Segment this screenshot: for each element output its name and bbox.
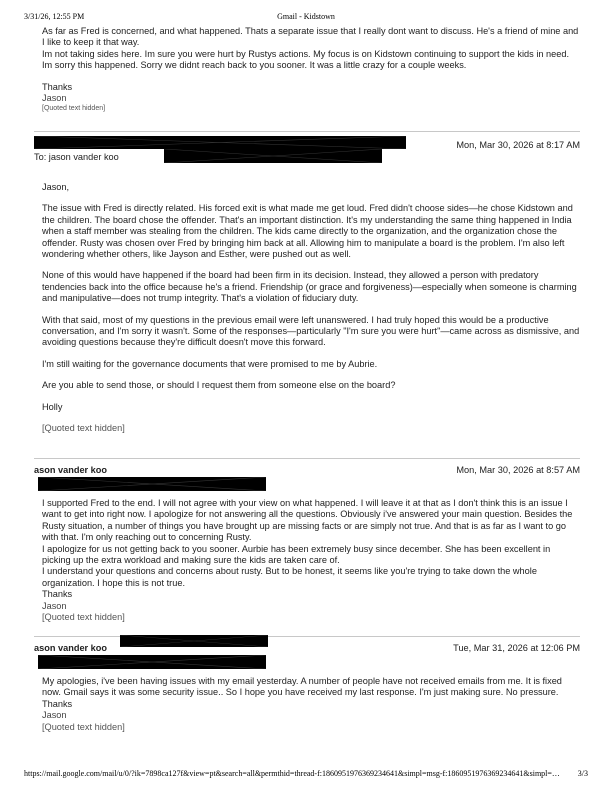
print-header (0, 12, 612, 24)
message-date: Tue, Mar 31, 2026 at 12:06 PM (453, 643, 580, 653)
top-message (42, 26, 580, 114)
print-footer (0, 769, 612, 781)
quoted-text-hidden[interactable]: [Quoted text hidden] (42, 105, 106, 113)
message-paragraph: None of this would have happened if the board had been firm in its decision. Instead, they allowed a person with predatory tendencies back into the office because he's a friend. Friendship (or grace and forgiveness)—especially when someone is charming and manipulative—does not trump integrity. That's a violation of fiduciary duty. (42, 270, 577, 304)
quoted-text-hidden[interactable]: [Quoted text hidden] (42, 721, 125, 732)
quoted-text-hidden[interactable]: [Quoted text hidden] (42, 423, 125, 434)
print-url[interactable]: https://mail.google.com/mail/u/0/?ik=7898ca127f&view=pt&search=all&permthid=thread-f:1860951976369234641&simpl=msg-f:1860951976369234641&simpl=… (24, 769, 560, 778)
message-body (42, 676, 580, 733)
redaction-bar (120, 635, 268, 647)
message-body (42, 498, 580, 623)
message-header (34, 636, 580, 671)
thanks-text: Thanks (42, 698, 73, 709)
message-line: My apologies, i've been having issues with my email yesterday. A number of people have not received emails from me. It is fixed now. Gmail says it was some security issue.. So I hope you have received my last response. I'm just making sure. No pressure. (42, 676, 562, 698)
message-date: Mon, Mar 30, 2026 at 8:17 AM (456, 140, 580, 150)
recipient-label: To: jason vander koo (34, 152, 119, 162)
redaction-bar (38, 477, 266, 491)
greeting: Jason, (42, 182, 70, 192)
signature: Holly (42, 401, 63, 412)
message-header (34, 458, 580, 493)
signature: Jason (42, 710, 67, 721)
message-paragraph: I'm still waiting for the governance documents that were promised to me by Aubrie. (42, 358, 378, 369)
quoted-text-hidden[interactable]: [Quoted text hidden] (42, 612, 125, 623)
message-body (42, 182, 580, 445)
message-line: I understand your questions and concerns about rusty. But to be honest, it seems like you're trying to take down the whole organization. I hope this is not true. (42, 566, 537, 588)
signature: Jason (42, 93, 67, 104)
message-paragraph: Are you able to send those, or should I request them from someone else on the board? (42, 380, 396, 391)
print-datetime: 3/31/26, 12:55 PM (24, 12, 85, 21)
redaction-bar (38, 655, 266, 669)
sender-name: ason vander koo (34, 465, 108, 475)
signature: Jason (42, 600, 67, 611)
message-line: I supported Fred to the end. I will not agree with your view on what happened. I will leave it at that as I don't think this is an issue I want to get into right now. I apologize for not answering all the questions. Obviously i've answered your main question. Besides the Rusty situation, a number of things you have brought up are missing facts or are simply not true. And that is as far as I want to go with that. I'm only reaching out to concerning Rusty. (42, 498, 573, 543)
page-number: 3/3 (577, 769, 588, 778)
message-date: Mon, Mar 30, 2026 at 8:57 AM (456, 465, 580, 475)
redaction-bar (164, 149, 382, 163)
message-paragraph: With that said, most of my questions in the previous email were left unanswered. I had truly hoped this would be a productive conversation, and I'm sorry it wasn't. Some of the responses—particularly "I'm sure you were hurt"—came across as dismissive, and avoiding questions because they're difficult doesn't move this forward. (42, 314, 580, 348)
thanks-text: Thanks (42, 589, 73, 600)
thanks-text: Thanks (42, 81, 73, 92)
print-title: Gmail - Kidstown (277, 12, 335, 21)
message-paragraph: The issue with Fred is directly related. His forced exit is what made me get loud. Fred didn't choose sides—he chose Kidstown and the children. The board chose the offender. That's an important distinction. It's my understanding the same thing happened in India when a staff member was stealing from the children. The kids came directly to the organization, and the organization chose the offender. Rusty was chosen over Fred by bringing him back at all. Allowing him to manipulate a board is the problem. I'm also left wondering whether others, like Jayson and Esther, were pushed out as well. (42, 203, 573, 260)
message-header (34, 131, 580, 168)
message-line: I apologize for us not getting back to you sooner. Aurbie has been extremely busy since december. She has been excellent in picking up the extra workload and making sure the kids are taken care of. (42, 543, 551, 566)
sender-name: ason vander koo (34, 643, 108, 653)
redaction-bar (34, 136, 406, 149)
message-line: As far as Fred is concerned, and what happened. Thats a separate issue that I really dont want to discuss. He's a friend of mine and I like to keep it that way. (42, 26, 579, 48)
message-line: Im not taking sides here. Im sure you were hurt by Rustys actions. My focus is on Kidstown continuing to support the kids in need. Im sorry this happened. Sorry we didnt reach back to you sooner. It was a little crazy for a couple weeks. (42, 48, 570, 71)
